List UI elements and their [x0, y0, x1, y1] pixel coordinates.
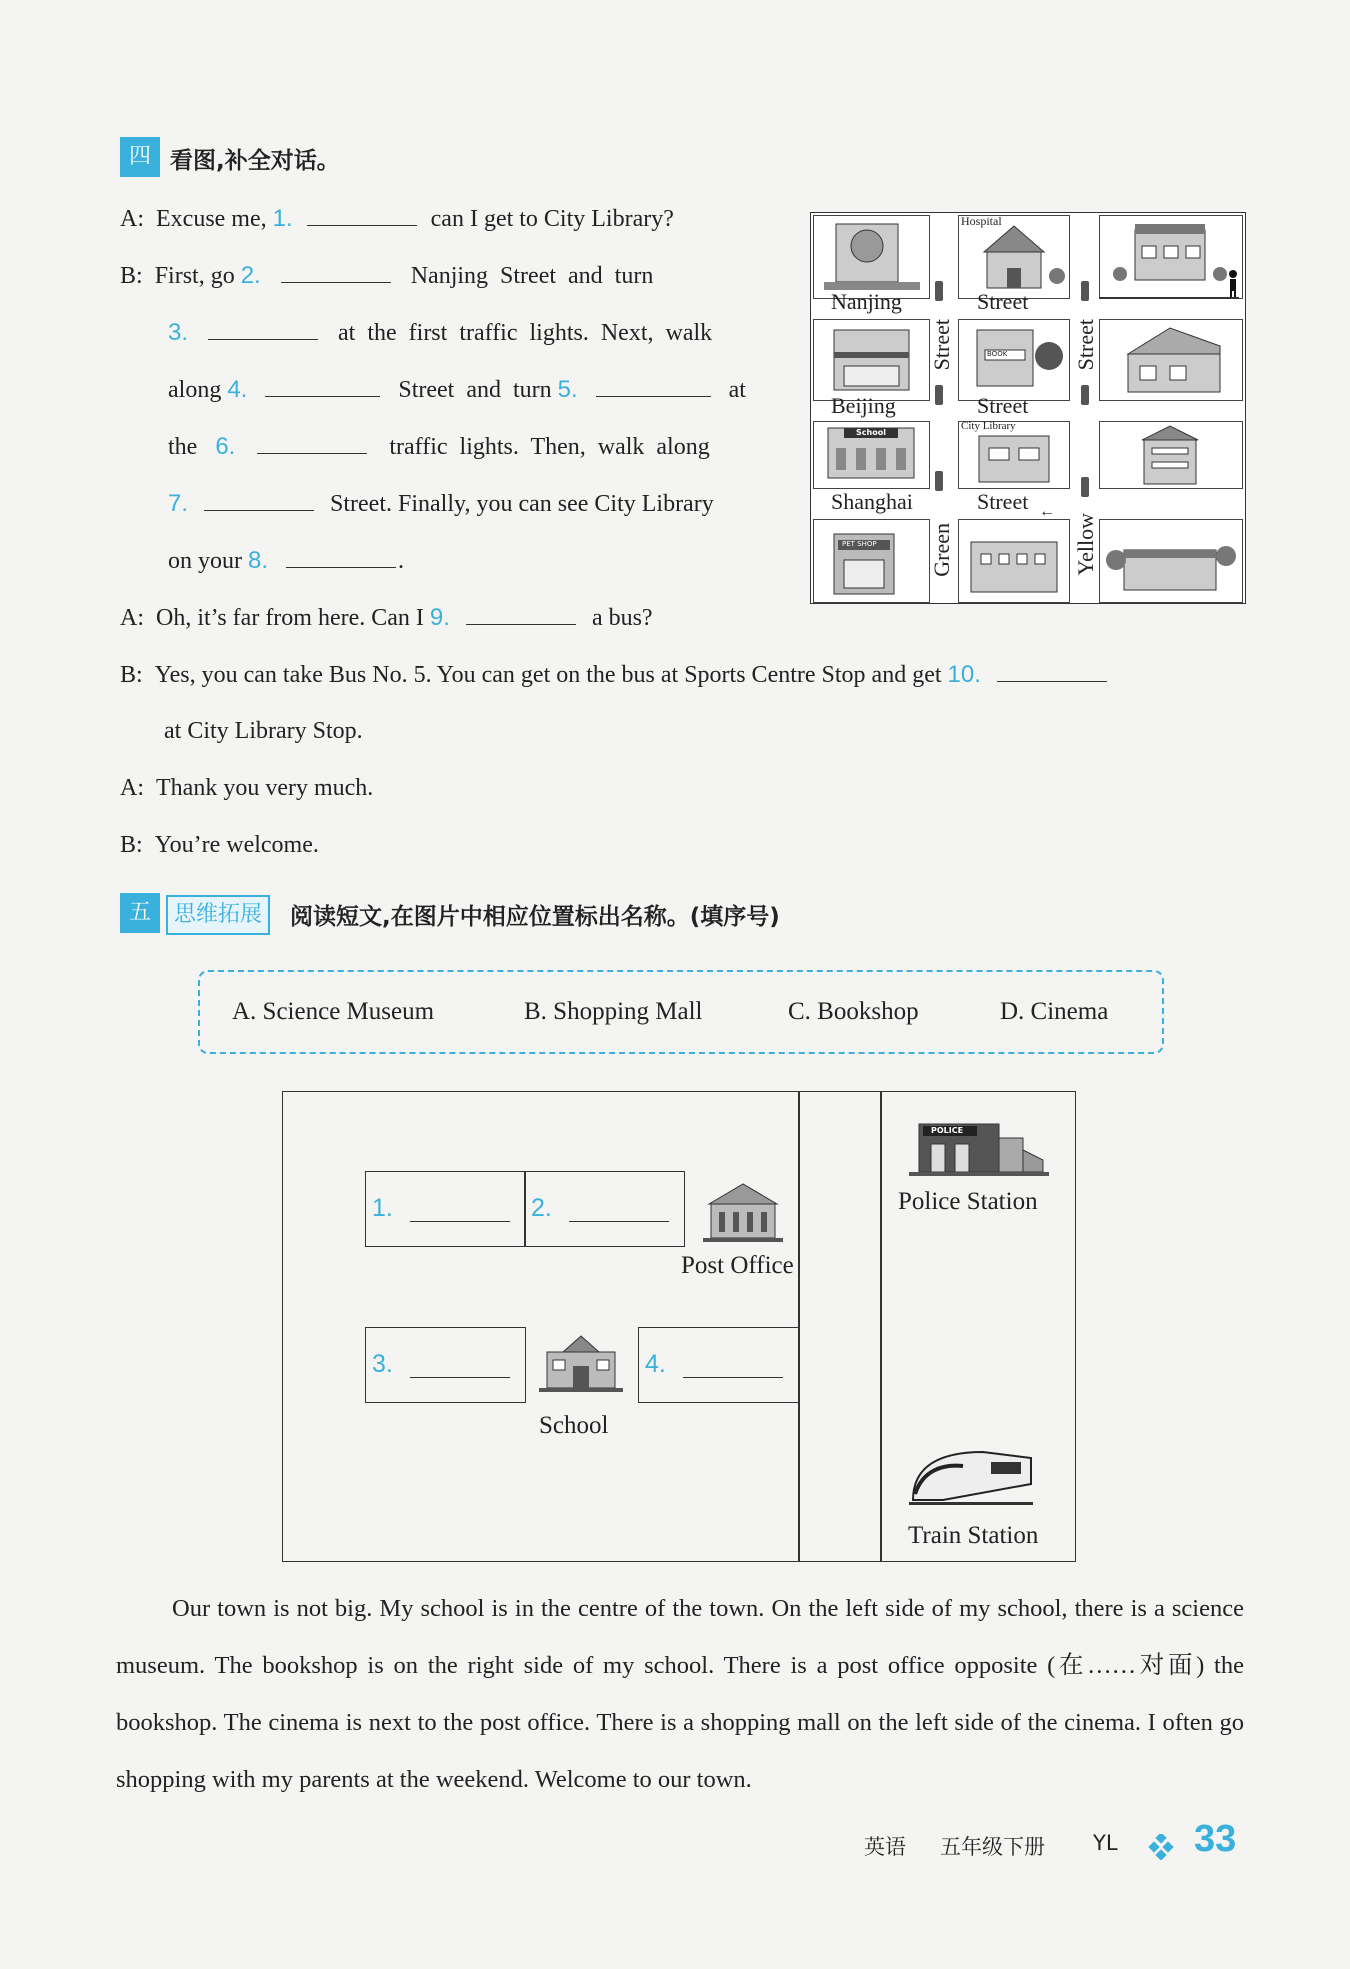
answer-blank-10[interactable] [997, 680, 1107, 682]
answer-blank-9[interactable] [466, 623, 576, 625]
pet-shop-sign: PET SHOP [842, 540, 877, 548]
green-label: Green [929, 523, 954, 577]
post-office-label: Post Office [681, 1252, 794, 1279]
answer-blank-6[interactable] [257, 452, 367, 454]
slot-3-box[interactable] [365, 1327, 526, 1403]
diamond-icon [1148, 1834, 1174, 1860]
yellow-street-label: Street [1073, 319, 1098, 371]
map-block-building-2 [958, 519, 1070, 603]
traffic-light-icon [935, 385, 943, 405]
street-map [810, 212, 1246, 604]
dialogue-line-8: A: Oh, it’s far from here. Can I 9. a bus? [120, 604, 653, 631]
section-4-title: 看图,补全对话。 [170, 148, 340, 174]
police-station-icon [903, 1110, 1053, 1180]
nanjing-street-label: Street [977, 289, 1029, 314]
option-b: B. Shopping Mall [524, 998, 703, 1025]
school-label: School [539, 1412, 609, 1439]
section-5-title: 阅读短文,在图片中相应位置标出名称。(填序号) [290, 904, 780, 930]
dialogue-line-12: B: You’re welcome. [120, 832, 319, 858]
answer-blank-3[interactable] [208, 338, 318, 340]
dialogue-line-7: on your 8. . [168, 547, 405, 574]
arrow-icon: ← [1039, 503, 1055, 520]
page-number: 33 [1194, 1818, 1237, 1860]
option-c: C. Bookshop [788, 998, 919, 1025]
slot-2-number: 2. [531, 1194, 552, 1222]
beijing-street-label: Street [977, 393, 1029, 418]
yellow-label: Yellow [1073, 513, 1098, 576]
map-block-house [1099, 319, 1243, 401]
map-block-building-1 [1099, 215, 1243, 299]
dialogue-line-5: the 6. traffic lights. Then, walk along [168, 433, 710, 460]
map-block-school [813, 421, 930, 489]
dialogue-line-6: 7. Street. Finally, you can see City Library [168, 490, 714, 517]
footer-edition: YL [1093, 1831, 1118, 1855]
book-sign: BOOK [987, 350, 1008, 358]
police-sign: POLICE [931, 1126, 964, 1135]
slot-2-blank[interactable] [569, 1220, 669, 1222]
school-sign: School [856, 428, 886, 437]
map-block-shop [813, 319, 930, 401]
option-a: A. Science Museum [232, 998, 435, 1025]
answer-blank-1[interactable] [307, 224, 417, 226]
dialogue-line-4: along 4. Street and turn 5. at [168, 376, 746, 403]
post-office-icon [695, 1178, 791, 1244]
slot-3-blank[interactable] [410, 1376, 510, 1378]
slot-4-number: 4. [645, 1350, 666, 1378]
dialogue-line-1: A: Excuse me, 1. can I get to City Library? [120, 205, 674, 232]
dialogue-line-11: A: Thank you very much. [120, 775, 374, 801]
map-block-park [813, 215, 930, 299]
dialogue-line-3: 3. at the first traffic lights. Next, walk [168, 319, 713, 346]
school-icon [533, 1330, 629, 1396]
option-d: D. Cinema [1000, 998, 1109, 1025]
traffic-light-icon [1081, 281, 1089, 301]
answer-blank-8[interactable] [286, 566, 396, 568]
green-street-label: Street [929, 319, 954, 371]
hospital-label: Hospital [961, 214, 1002, 228]
dialogue-line-2: B: First, go 2. Nanjing Street and turn [120, 262, 654, 289]
shanghai-street-label: Street [977, 489, 1029, 514]
answer-blank-4[interactable] [265, 395, 380, 397]
town-map [282, 1091, 1076, 1562]
footer-grade: 五年级下册 [940, 1835, 1045, 1859]
shanghai-label: Shanghai [831, 489, 913, 514]
map-block-pet-shop [813, 519, 930, 603]
slot-1-box[interactable] [365, 1171, 526, 1247]
traffic-light-icon [935, 281, 943, 301]
section-5-tag: 思维拓展 [166, 895, 270, 935]
nanjing-label: Nanjing [831, 289, 902, 314]
slot-2-box[interactable] [524, 1171, 685, 1247]
person-icon [1227, 269, 1239, 299]
slot-4-blank[interactable] [683, 1376, 783, 1378]
answer-blank-2[interactable] [281, 281, 391, 283]
route-line [1099, 297, 1239, 299]
map-block-building-3 [1099, 519, 1243, 603]
train-station-label: Train Station [908, 1522, 1039, 1549]
options-box [198, 970, 1164, 1054]
slot-4-box[interactable] [638, 1327, 799, 1403]
road-line [880, 1092, 882, 1561]
traffic-light-icon [1081, 477, 1089, 497]
city-library-label: City Library [961, 420, 1016, 432]
slot-1-number: 1. [372, 1194, 393, 1222]
slot-1-blank[interactable] [410, 1220, 510, 1222]
dialogue-line-10: at City Library Stop. [164, 718, 363, 744]
traffic-light-icon [935, 471, 943, 491]
footer-subject: 英语 [864, 1835, 906, 1859]
dialogue-line-9: B: Yes, you can take Bus No. 5. You can get on the bus at Sports Centre Stop and get 10. [120, 661, 1107, 689]
traffic-light-icon [1081, 385, 1089, 405]
slot-3-number: 3. [372, 1350, 393, 1378]
section-5-badge: 五 [120, 893, 160, 933]
map-block-bookshop [958, 319, 1070, 401]
answer-blank-7[interactable] [204, 509, 314, 511]
map-block-apartment [1099, 421, 1243, 489]
map-block-hospital [958, 215, 1070, 299]
reading-passage: Our town is not big. My school is in the centre of the town. On the left side of my school, there is a science museum. The bookshop is on the right side of my school. There is a post office opposite (在……对面) the bookshop. The cinema is next to the post office. There is a shopping mall on the left side of the cinema. I often go shopping with my parents at the weekend. Welcome to our town. [116, 1595, 1244, 1793]
section-4-badge: 四 [120, 137, 160, 177]
train-icon [903, 1444, 1043, 1508]
police-station-label: Police Station [898, 1188, 1038, 1215]
beijing-label: Beijing [831, 393, 896, 418]
answer-blank-5[interactable] [596, 395, 711, 397]
map-block-city-library [958, 421, 1070, 489]
